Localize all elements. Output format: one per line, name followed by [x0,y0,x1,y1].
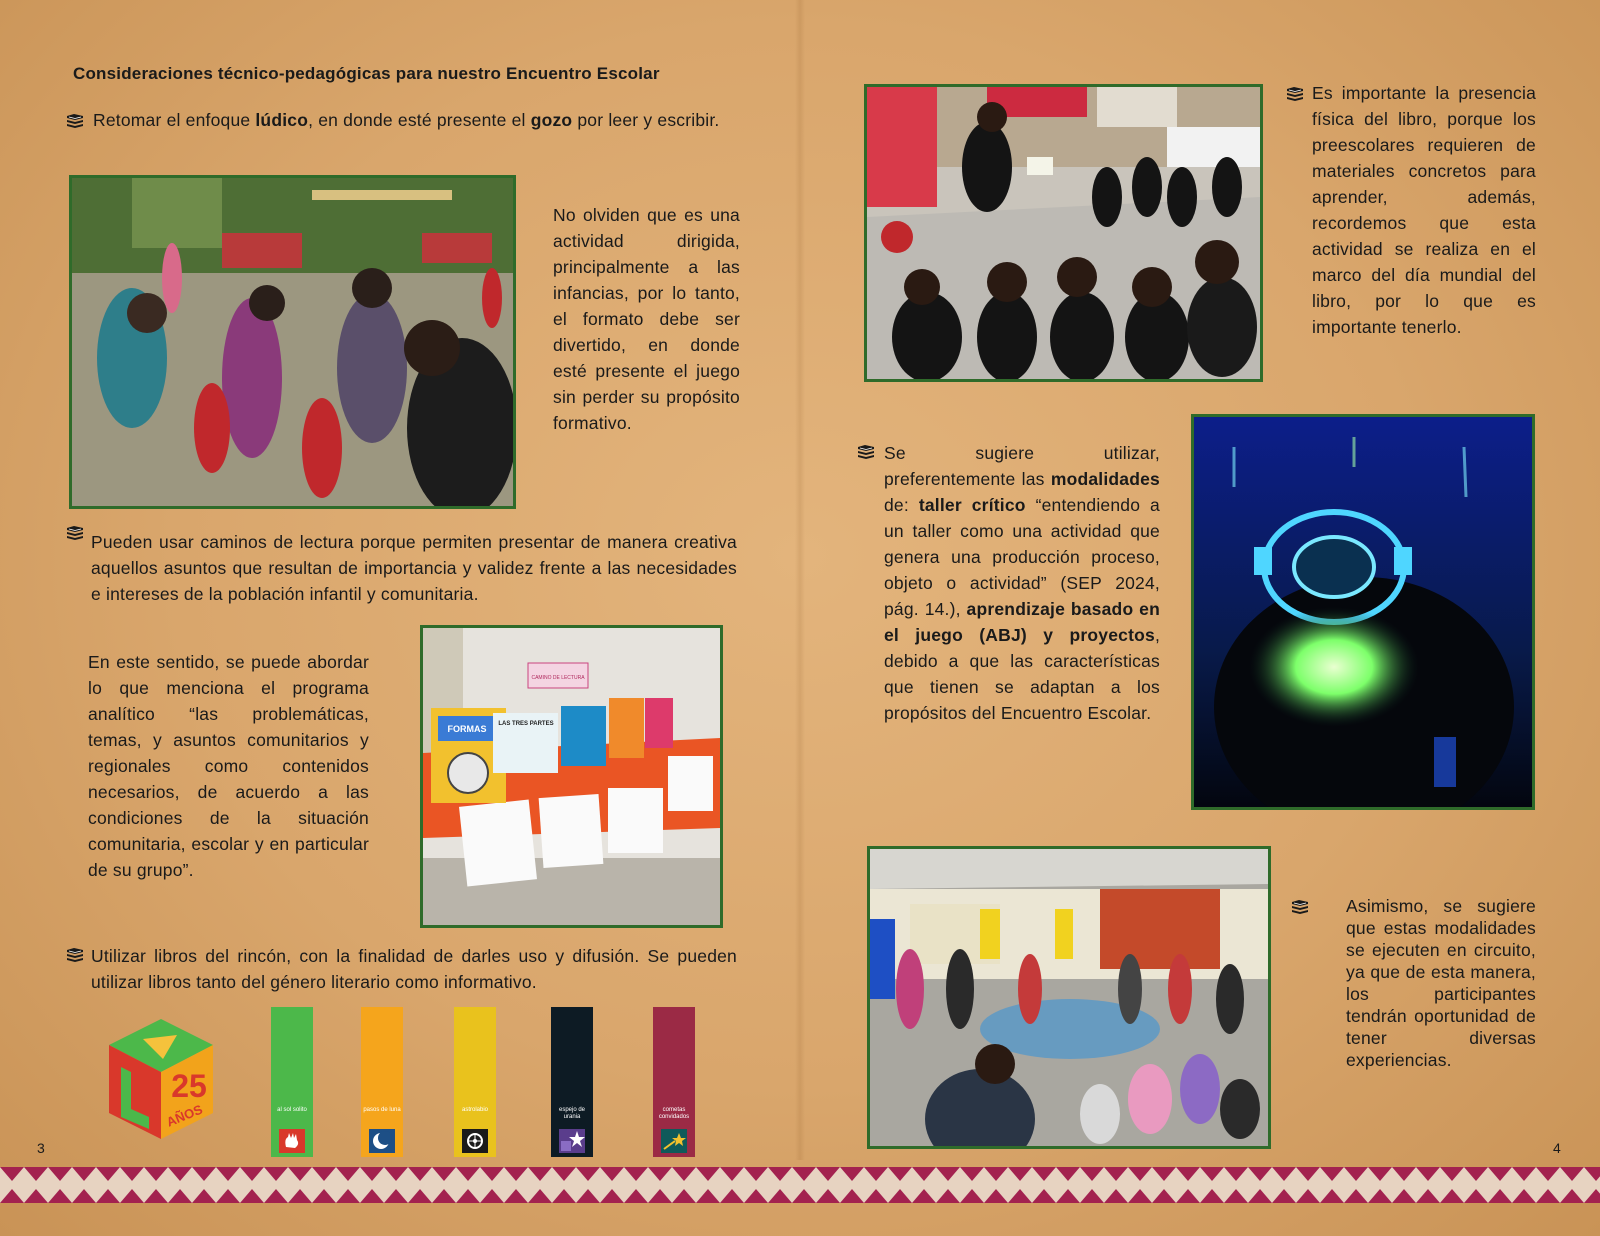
bullet-circuito: Asimismo, se sugiere que estas modalidades se ejecuten en circuito, ya que de esta manera, los participantes tendrán oportunidad de tener diversas experiencias. [1346,896,1536,1070]
book-bullet-icon [857,444,875,460]
compass-icon [462,1129,488,1153]
stars-icon [559,1129,585,1153]
bullet-presencia-libro: Es importante la presencia física del libro, porque los preescolares requieren de materiales concretos para aprender, además, recordemos que esta actividad se realiza en el marco del día mundial del libro, por lo que es importante tenerlo. [1312,83,1536,337]
comet-icon [661,1129,687,1153]
photo-reading-circle [864,84,1263,382]
logo-number: 25 [171,1068,207,1104]
moon-icon [369,1129,395,1153]
book-bullet-icon [66,113,84,129]
page-number-right: 4 [1553,1140,1561,1156]
page-spine [795,0,805,1160]
page-number-left: 3 [37,1140,45,1156]
side-note-paragraph: No olviden que es una actividad dirigida, principalmente a las infancias, por lo tanto, el formato debe ser divertido, en donde esté presente el juego sin perder su propósito formativo. [553,205,740,433]
logo-word: AÑOS [164,1101,205,1130]
page-title: Consideraciones técnico-pedagógicas para nuestro Encuentro Escolar [73,64,660,83]
bookmark-cometas-convidados: cometas convidados [653,1007,695,1157]
decorative-zigzag-border [0,1167,1600,1203]
hand-icon [279,1129,305,1153]
25-anos-logo [105,1017,217,1142]
book-title-tres-partes: LAS TRES PARTES [498,721,554,727]
book-bullet-icon [66,947,84,963]
photo-book-display [420,625,723,928]
bullet-ludico: Retomar el enfoque lúdico, en donde esté presente el gozo por leer y escribir. [93,110,720,130]
photo-astronaut-glow [1191,414,1535,810]
book-bullet-icon [1291,899,1309,915]
book-bullet-icon [1286,86,1304,102]
bullet-caminos-lectura: Pueden usar caminos de lectura porque permiten presentar de manera creativa aquellos asuntos que resultan de importancia y validez frente a las necesidades e intereses de la población infantil y comunitaria. [91,532,737,604]
photo-courtyard-circuit [867,846,1271,1149]
photo-outdoor-activity [69,175,516,509]
camino-lectura-sign: CAMINO DE LECTURA [531,675,585,681]
book-title-formas: FORMAS [447,724,487,734]
bullet-modalidades: Se sugiere utilizar, preferentemente las modalidades de: taller crítico “entendiendo a un taller como una actividad que genera una producción proceso, objeto o actividad” (SEP 2024, pág. 14.), aprendizaje basado en el juego (ABJ) y proyectos, debido a que las características que tienen se adaptan a los propósitos del Encuentro Escolar. [884,443,1160,723]
bullet-libros-rincon: Utilizar libros del rincón, con la finalidad de darles uso y difusión. Se pueden utilizar libros tanto del género literario como informativo. [91,946,737,992]
book-bullet-icon [66,525,84,541]
bookmark-espejo-de-urania: espejo de urania [551,1007,593,1157]
bookmark-al-sol-solito: al sol solito [271,1007,313,1157]
bookmark-pasos-de-luna: pasos de luna [361,1007,403,1157]
bookmark-astrolabio: astrolabio [454,1007,496,1157]
programa-analitico-paragraph: En este sentido, se puede abordar lo que menciona el programa analítico “las problemáticas, temas, y asuntos comunitarios y regionales como contenidos necesarios, de acuerdo a las condiciones de la situación comunitaria, escolar y en particular de su grupo”. [88,652,369,880]
